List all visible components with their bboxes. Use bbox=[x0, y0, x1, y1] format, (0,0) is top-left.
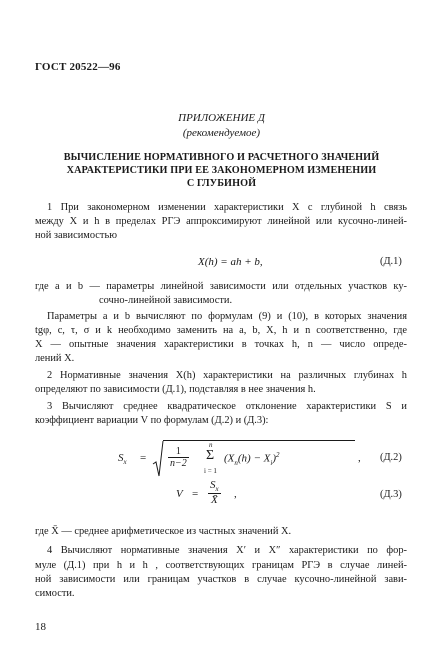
page-number: 18 bbox=[35, 621, 46, 633]
para4-line-1: 3 Вычисляют среднее квадратическое отклонение характеристики S и bbox=[47, 401, 407, 412]
equation-d1: X(h) = ah + b, bbox=[198, 256, 263, 268]
eq2-sum-top: n bbox=[209, 441, 213, 449]
para5-line-2: муле (Д.1) при h и h , соответствующих границам РГЭ в случае линей- bbox=[35, 560, 407, 571]
section-title-line-2: ХАРАКТЕРИСТИКИ ПРИ ЕЕ ЗАКОНОМЕРНОМ ИЗМЕНЕНИИ bbox=[66, 165, 377, 176]
eq2-body: $(X_n(h) - X_i)^2$ bbox=[224, 451, 280, 467]
eq3-comma: , bbox=[234, 488, 237, 500]
where1-line-2: сочно-линейной зависимости. bbox=[99, 295, 233, 306]
annex-title: ПРИЛОЖЕНИЕ Д bbox=[178, 112, 265, 124]
eq2-comma: , bbox=[358, 452, 361, 464]
where1-line-1: где a и b — параметры линейной зависимости или отдельных участков ку- bbox=[35, 281, 407, 292]
para4-line-2: коэффициент вариации V по формулам (Д.2) и (Д.3): bbox=[35, 415, 269, 426]
equation-d3 bbox=[176, 478, 296, 512]
annex-subtitle: (рекомендуемое) bbox=[182, 127, 261, 139]
section-title-line-3: С ГЛУБИНОЙ bbox=[186, 178, 257, 189]
para2-line-3: X — опытные значения характеристики в точках h, n — число опреде- bbox=[35, 339, 407, 350]
para5-line-3: ной зависимости или границам участков в случае кусочно-линейной зави- bbox=[35, 574, 407, 585]
radical-overline bbox=[163, 440, 355, 441]
eq3-lhs: V bbox=[176, 488, 183, 500]
para5-line-1: 4 Вычисляют нормативные значения X′ и X″ характеристики по фор- bbox=[47, 545, 407, 556]
para2-line-1: Параметры a и b вычисляют по формулам (9) и (10), в которых значения bbox=[47, 311, 407, 322]
equation-d2-number: (Д.2) bbox=[380, 452, 402, 463]
document-header: ГОСТ 20522—96 bbox=[35, 61, 121, 73]
eq2-sum-bottom: i = 1 bbox=[204, 467, 217, 475]
eq2-fraction: $\frac{1}{n-2}$ bbox=[170, 446, 187, 469]
eq2-lhs: $S_x$ bbox=[118, 452, 127, 467]
para3-line-1: 2 Нормативные значения X(h) характеристики на различных глубинах h bbox=[47, 370, 407, 381]
para5-line-4: симости. bbox=[35, 588, 75, 599]
radical-sign-icon bbox=[152, 440, 164, 480]
equation-d3-number: (Д.3) bbox=[380, 489, 402, 500]
equation-d1-number: (Д.1) bbox=[380, 256, 402, 267]
para1-line-3: ной зависимостью bbox=[35, 230, 117, 241]
where2-line: где X̄ — среднее арифметическое из частных значений X. bbox=[35, 526, 292, 537]
equation-d2 bbox=[118, 438, 361, 482]
para2-line-4: лений X. bbox=[35, 353, 75, 364]
section-title-line-1: ВЫЧИСЛЕНИЕ НОРМАТИВНОГО И РАСЧЕТНОГО ЗНАЧЕНИЙ bbox=[63, 152, 380, 163]
eq2-equals: = bbox=[140, 452, 147, 464]
eq3-equals: = bbox=[192, 488, 199, 500]
para1-line-2: между X и h в пределах РГЭ аппроксимируют линейной или кусочно-линей- bbox=[35, 216, 407, 227]
para2-line-2: tgφ, c, τ, σ и k необходимо заменить на a, b, X, h и n соответственно, где bbox=[35, 325, 407, 336]
para3-line-2: определяют по зависимости (Д.1), подставляя в нее значения h. bbox=[35, 384, 316, 395]
eq3-fraction: $\frac{S_x}{X̄}$ bbox=[210, 479, 219, 507]
eq2-sum-sign: Σ bbox=[206, 448, 215, 463]
para1-line-1: 1 При закономерном изменении характеристики X с глубиной h связь bbox=[47, 202, 407, 213]
